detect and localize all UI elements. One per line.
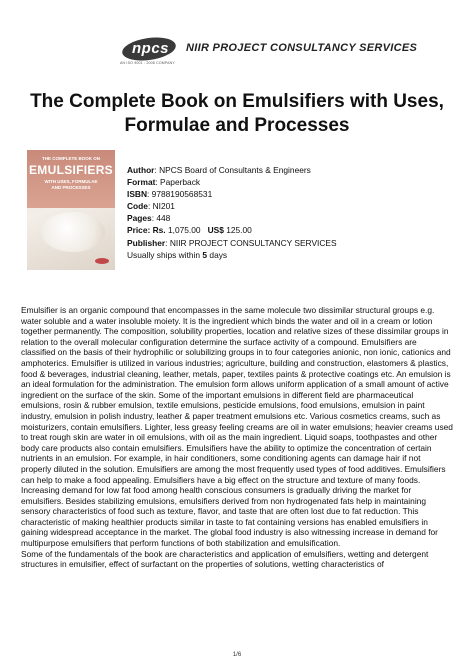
description-paragraph-1: Emulsifier is an organic compound that encompasses in the same molecule two dissimilar structural groups e.g. water soluble and a water insoluble moiety. It is the ingredient which binds the water and oil in a cream or lotion together permanently. The composition, solubility properties, location and relative sizes of these dissimilar groups in relation to the overall molecular configuration determine the surface activity of a compound. Emulsifiers are classified on the basis of their hydrophilic or solubilizing groups in to four categories anionic, non ionic, cationics and amphoterics. Emulsifier is utilized in various industries; agriculture, building and construction, elastomers & plastics, food & beverages, industrial cleaning, leather, metals, paper, textiles paints & protective coatings etc. An emulsion is an ideal formulation for the administration. The emulsion form allows uniform application of a small amount of active ingredient on the surface of the skin. Some of the important emulsions in different field are pharmaceutical emulsions, rosin & rubber emulsion, textile emulsions, pesticide emulsions, food emulsions, emulsion in paint industry, emulsion in polish industry, leather & paper treatment emulsions etc. Various cosmetics creams, such as moisturizers, contain emulsifiers. Lighter, less greasy feeling creams are oil in water emulsions; heavier creams used to treat rough skin are water in oil emulsions, with oil as the main ingredient. Liquid soaps, toothpastes and other body care products also contain emulsifiers. Emulsifiers have the ability to optimize the concentration of certain nutrients in an emulsion. For example, in hair conditioners, some conditioning agents can damage hair if not properly diluted in the solution. Emulsifiers are among the most frequently used types of food additives. Emulsifiers can help to make a food appealing. Emulsifiers have a big effect on the structure and texture of many foods. Increasing demand for low fat food among health conscious consumers is gradually driving the market for emulsifiers. Besides stabilizing emulsions, emulsifiers derived from non hydrogenated fats help in maintaining sensory characteristics of food such as texture, flavor, and taste that are often lost due to fat reduction. This characteristic of making healthier products similar in taste to fat containing versions has enabled emulsifiers in gaining widespread acceptance in the market. The global food industry is also witnessing increase in demand for multipurpose emulsifiers that perform functions of both stabilization and emulsification. [21, 305, 453, 549]
isbn-row: ISBN: 9788190568531 [127, 189, 213, 200]
publisher-label: Publisher [127, 237, 166, 248]
org-name: NIIR PROJECT CONSULTANCY SERVICES [186, 42, 418, 54]
isbn-value: 9788190568531 [151, 189, 213, 200]
code-row: Code: NI201 [127, 201, 175, 212]
format-value: Paperback [160, 177, 201, 188]
page-number: 1/6 [232, 652, 242, 658]
price-row [127, 224, 337, 236]
ships-days: 5 [202, 249, 208, 260]
page-header [0, 34, 474, 70]
logo-tagline: AN ISO 9001 : 2008 COMPANY [120, 61, 175, 65]
pages-label: Pages [127, 213, 152, 224]
cover-line-2: EMULSIFIERS [29, 163, 113, 177]
isbn-label: ISBN [127, 189, 148, 200]
author-label: Author [127, 165, 155, 175]
cover-line-3b: AND PROCESSES [51, 185, 91, 190]
cover-line-1: THE COMPLETE BOOK ON [41, 156, 100, 161]
publisher-value: NIIR PROJECT CONSULTANCY SERVICES [169, 237, 337, 248]
author-row: Author: NPCS Board of Consultants & Engineers [127, 165, 311, 175]
cover-illustration [41, 212, 105, 252]
author-value: NPCS Board of Consultants & Engineers [159, 165, 311, 175]
book-description [21, 305, 453, 570]
price-usd-label: US$ [207, 225, 224, 236]
book-cover-image [27, 150, 115, 270]
ships-suffix: days [209, 249, 228, 260]
publisher-row: Publisher: NIIR PROJECT CONSULTANCY SERVICES [127, 237, 337, 248]
format-label: Format [127, 177, 156, 188]
code-label: Code [127, 201, 148, 212]
cover-publisher-logo [95, 258, 109, 264]
ships-prefix: Usually ships within [127, 249, 201, 260]
format-row: Format: Paperback [127, 177, 201, 188]
price-label: Price: Rs. [127, 225, 166, 236]
logo-text: npcs [132, 40, 170, 57]
page-title: The Complete Book on Emulsifiers with Uses, Formulae and Processes [30, 91, 444, 136]
code-value: NI201 [152, 201, 175, 212]
book-details [127, 164, 337, 261]
cover-line-3 [27, 179, 115, 191]
pages-row: Pages: 448 [127, 213, 171, 224]
cover-line-3a: WITH USES, FORMULAE [44, 179, 98, 184]
price-rs-value: 1,075.00 [167, 225, 201, 236]
price-usd-value: 125.00 [226, 225, 252, 236]
shipping-row [127, 249, 337, 261]
pages-value: 448 [156, 213, 171, 224]
description-paragraph-2: Some of the fundamentals of the book are characteristics and application of emulsifiers, wetting and detergent structures in emulsifier, effect of surfactant on the properties of solutions, wetting characteristics of [21, 548, 429, 570]
